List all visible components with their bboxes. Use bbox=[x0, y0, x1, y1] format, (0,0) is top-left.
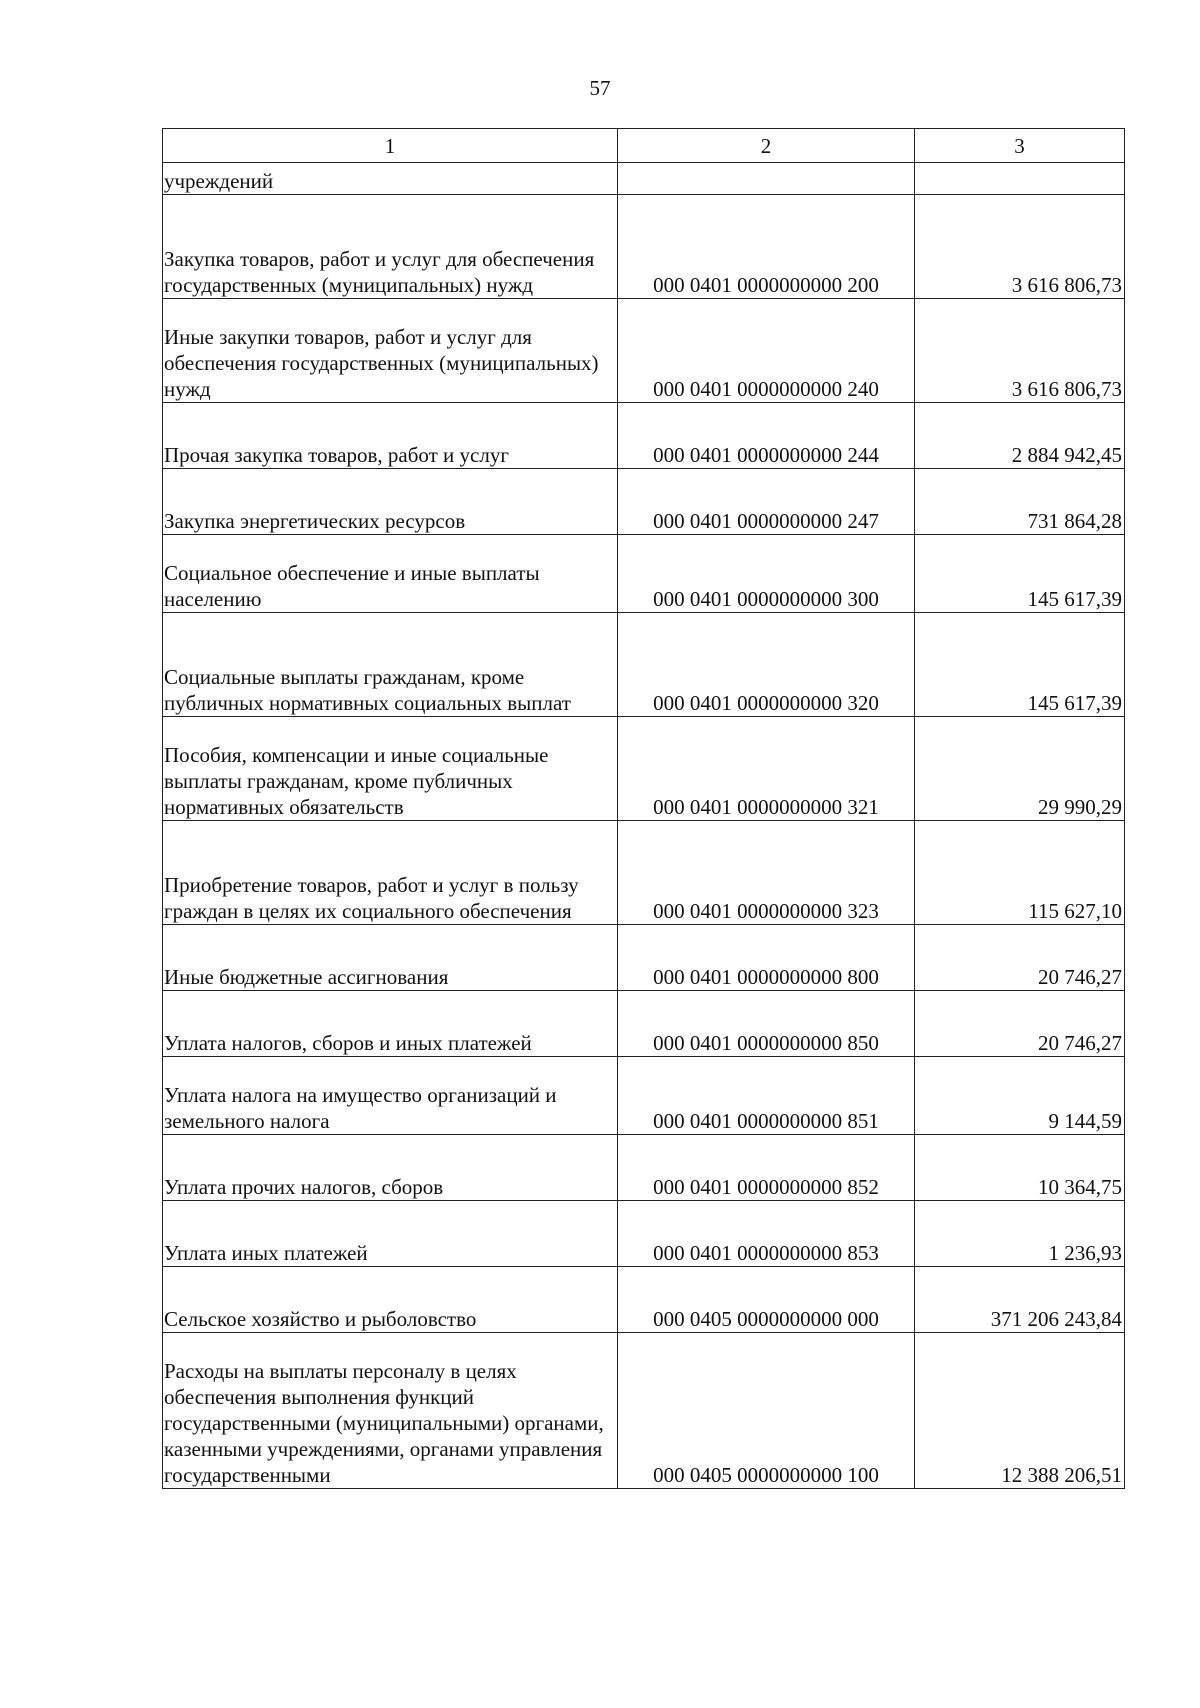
row-name-cell: Сельское хозяйство и рыболовство bbox=[163, 1267, 618, 1333]
table-row bbox=[163, 1201, 1125, 1267]
table-row bbox=[163, 1135, 1125, 1201]
row-code-cell: 000 0401 0000000000 800 bbox=[618, 925, 915, 991]
row-name-cell: Уплата иных платежей bbox=[163, 1201, 618, 1267]
row-amount-cell: 20 746,27 bbox=[915, 991, 1125, 1057]
row-code-cell: 000 0405 0000000000 100 bbox=[618, 1333, 915, 1489]
row-code-cell: 000 0401 0000000000 247 bbox=[618, 469, 915, 535]
table-row bbox=[163, 195, 1125, 299]
row-name-cell: Расходы на выплаты персоналу в целях обеспечения выполнения функций государственными (муниципальными) органами, казенными учреждениями, органами управления государственными bbox=[163, 1333, 618, 1489]
row-amount-cell: 12 388 206,51 bbox=[915, 1333, 1125, 1489]
row-amount-cell: 29 990,29 bbox=[915, 717, 1125, 821]
row-code-cell: 000 0401 0000000000 320 bbox=[618, 613, 915, 717]
table-row bbox=[163, 1267, 1125, 1333]
row-amount-cell: 145 617,39 bbox=[915, 535, 1125, 613]
row-name-cell: Закупка энергетических ресурсов bbox=[163, 469, 618, 535]
table-row bbox=[163, 613, 1125, 717]
column-header-2: 2 bbox=[618, 129, 915, 163]
row-name-cell: Прочая закупка товаров, работ и услуг bbox=[163, 403, 618, 469]
row-code-cell: 000 0401 0000000000 852 bbox=[618, 1135, 915, 1201]
row-amount-cell: 9 144,59 bbox=[915, 1057, 1125, 1135]
table-row bbox=[163, 1057, 1125, 1135]
row-code-cell: 000 0401 0000000000 321 bbox=[618, 717, 915, 821]
column-header-3: 3 bbox=[915, 129, 1125, 163]
row-amount-cell: 1 236,93 bbox=[915, 1201, 1125, 1267]
row-amount-cell: 3 616 806,73 bbox=[915, 195, 1125, 299]
row-name-cell: Социальные выплаты гражданам, кроме публичных нормативных социальных выплат bbox=[163, 613, 618, 717]
row-amount-cell: 2 884 942,45 bbox=[915, 403, 1125, 469]
row-amount-cell: 115 627,10 bbox=[915, 821, 1125, 925]
row-amount-cell: 731 864,28 bbox=[915, 469, 1125, 535]
row-name-cell: Уплата налогов, сборов и иных платежей bbox=[163, 991, 618, 1057]
continuation-amount-cell bbox=[915, 163, 1125, 195]
row-name-cell: Закупка товаров, работ и услуг для обеспечения государственных (муниципальных) нужд bbox=[163, 195, 618, 299]
continuation-row bbox=[163, 163, 1125, 195]
table-row bbox=[163, 717, 1125, 821]
row-name-cell: Приобретение товаров, работ и услуг в пользу граждан в целях их социального обеспечения bbox=[163, 821, 618, 925]
row-amount-cell: 145 617,39 bbox=[915, 613, 1125, 717]
table-row bbox=[163, 403, 1125, 469]
table-row bbox=[163, 535, 1125, 613]
row-code-cell: 000 0405 0000000000 000 bbox=[618, 1267, 915, 1333]
row-code-cell: 000 0401 0000000000 240 bbox=[618, 299, 915, 403]
table-row bbox=[163, 469, 1125, 535]
budget-expenditure-table bbox=[162, 128, 1125, 1489]
row-name-cell: Пособия, компенсации и иные социальные выплаты гражданам, кроме публичных нормативных обязательств bbox=[163, 717, 618, 821]
row-name-cell: Социальное обеспечение и иные выплаты населению bbox=[163, 535, 618, 613]
row-amount-cell: 20 746,27 bbox=[915, 925, 1125, 991]
table-row bbox=[163, 991, 1125, 1057]
column-header-1: 1 bbox=[163, 129, 618, 163]
row-code-cell: 000 0401 0000000000 300 bbox=[618, 535, 915, 613]
row-name-cell: Иные бюджетные ассигнования bbox=[163, 925, 618, 991]
row-name-cell: Уплата прочих налогов, сборов bbox=[163, 1135, 618, 1201]
row-code-cell: 000 0401 0000000000 244 bbox=[618, 403, 915, 469]
row-amount-cell: 10 364,75 bbox=[915, 1135, 1125, 1201]
row-amount-cell: 371 206 243,84 bbox=[915, 1267, 1125, 1333]
column-number-header-row bbox=[163, 129, 1125, 163]
continuation-code-cell bbox=[618, 163, 915, 195]
row-code-cell: 000 0401 0000000000 200 bbox=[618, 195, 915, 299]
row-name-cell: Уплата налога на имущество организаций и земельного налога bbox=[163, 1057, 618, 1135]
continuation-text: учреждений bbox=[163, 163, 618, 195]
row-code-cell: 000 0401 0000000000 323 bbox=[618, 821, 915, 925]
row-code-cell: 000 0401 0000000000 853 bbox=[618, 1201, 915, 1267]
table-row bbox=[163, 821, 1125, 925]
table-row bbox=[163, 925, 1125, 991]
row-amount-cell: 3 616 806,73 bbox=[915, 299, 1125, 403]
page-number: 57 bbox=[589, 76, 611, 100]
row-code-cell: 000 0401 0000000000 850 bbox=[618, 991, 915, 1057]
row-name-cell: Иные закупки товаров, работ и услуг для обеспечения государственных (муниципальных) нужд bbox=[163, 299, 618, 403]
table-row bbox=[163, 1333, 1125, 1489]
table-row bbox=[163, 299, 1125, 403]
row-code-cell: 000 0401 0000000000 851 bbox=[618, 1057, 915, 1135]
